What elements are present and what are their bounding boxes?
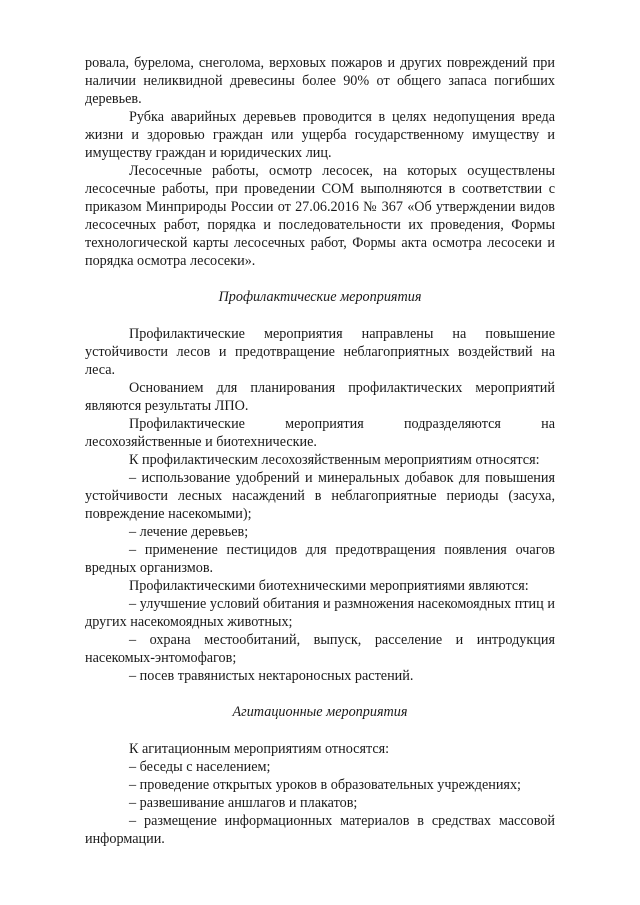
list-item: – посев травянистых нектароносных растений. [129,668,414,684]
paragraph: Профилактическими биотехническими мероприятиями являются: [129,578,529,594]
paragraph: К агитационным мероприятиям относятся: [129,741,390,757]
paragraph: Профилактические мероприятия направлены на повышение устойчивости лесов и предотвращение неблагоприятных воздействий на леса. [85,326,555,378]
list-item: – улучшение условий обитания и размножения насекомоядных птиц и других насекомоядных животных; [85,596,555,630]
paragraph: Основанием для планирования профилактических мероприятий являются результаты ЛПО. [85,380,555,414]
list-item: – лечение деревьев; [129,524,249,540]
paragraph: ровала, бурелома, снеголома, верховых пожаров и других повреждений при наличии неликвидной древесины более 90% от общего запаса погибших деревьев. [85,55,555,107]
list-item: – применение пестицидов для предотвращения появления очагов вредных организмов. [85,542,555,576]
document-page [85,54,555,848]
list-item: – размещение информационных материалов в средствах массовой информации. [85,813,555,847]
list-item: – развешивание аншлагов и плакатов; [129,795,358,811]
list-item: – проведение открытых уроков в образовательных учреждениях; [129,777,521,793]
paragraph: Рубка аварийных деревьев проводится в целях недопущения вреда жизни и здоровью граждан или ущерба государственному имуществу и имуществу граждан и юридических лиц. [85,109,555,161]
section-heading-preventive: Профилактические мероприятия [218,289,422,305]
section-heading-awareness: Агитационные мероприятия [232,704,408,720]
list-item: – беседы с населением; [129,759,271,775]
list-item: – охрана местообитаний, выпуск, расселение и интродукция насекомых-энтомофагов; [85,632,555,666]
paragraph: Профилактические мероприятия подразделяются на лесохозяйственные и биотехнические. [85,416,555,450]
list-item: – использование удобрений и минеральных добавок для повышения устойчивости лесных насаждений в неблагоприятные периоды (засуха, повреждение насекомыми); [85,470,555,522]
paragraph: К профилактическим лесохозяйственным мероприятиям относятся: [129,452,540,468]
paragraph: Лесосечные работы, осмотр лесосек, на которых осуществлены лесосечные работы, при проведении СОМ выполняются в соответствии с приказом Минприроды России от 27.06.2016 № 367 «Об утверждении видов лесосечных работ, порядка и последовательности их проведения, Формы технологической карты лесосечных работ, Формы акта осмотра лесосеки и порядка осмотра лесосеки». [85,163,555,269]
